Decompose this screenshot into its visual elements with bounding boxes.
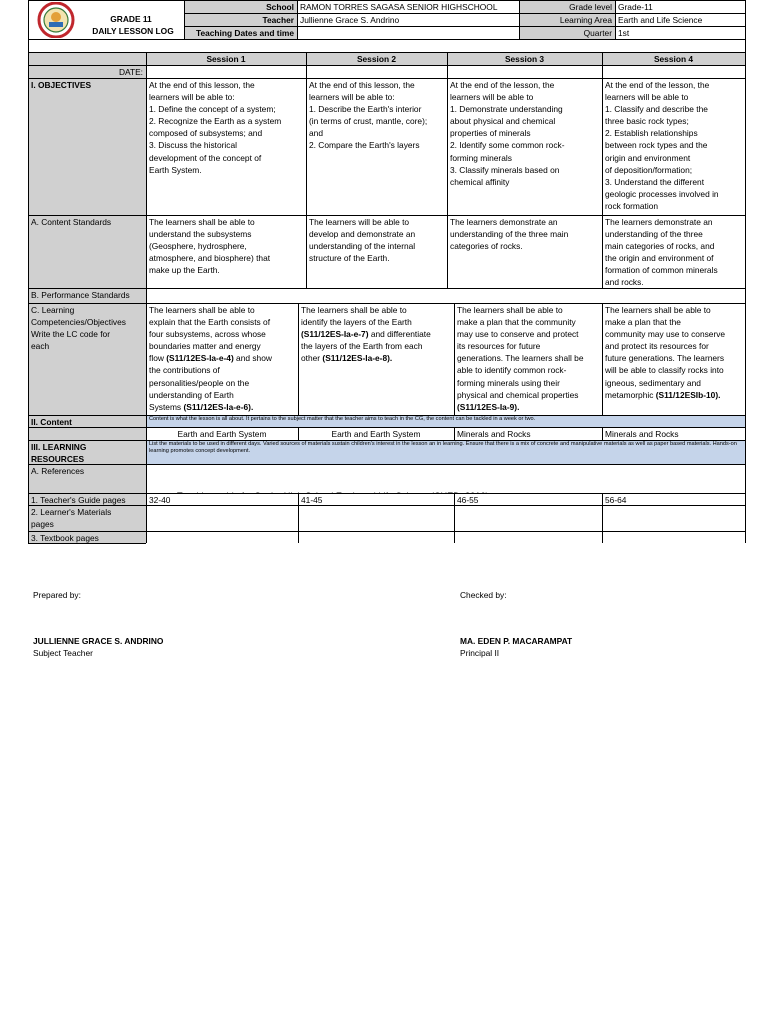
grid-line — [519, 0, 520, 39]
competencies-session-2: The learners shall be able to identify the layers of the Earth (S11/12ES-Ia-e-7) and differentiate the layers of the Earth from each other (S11/12ES-Ia-e-8). — [301, 305, 431, 364]
grid-line — [297, 0, 298, 39]
teacher-value: Jullienne Grace S. Andrino — [300, 15, 400, 25]
grid-line — [184, 26, 745, 27]
learners-materials-label: 2. Learner's Materials pages — [28, 505, 146, 531]
grid-line — [745, 0, 746, 52]
learning-resources-note: List the materials to be used in different days. Varied sources of materials sustain children's interest in the lesson an in learning. Ensure that there is a mix of concrete and manipulative materials as well as paper based materials. Hands-on learning promotes concept development. — [146, 440, 745, 464]
grid-line — [28, 493, 745, 494]
content-standards-session-3: The learners demonstrate an understanding of the three main categories of rocks. — [450, 217, 569, 252]
grid-line — [28, 288, 745, 289]
checker-title: Principal II — [460, 648, 500, 658]
grid-line — [298, 427, 299, 440]
session-1-header: Session 1 — [146, 52, 306, 65]
grid-line — [28, 427, 745, 428]
preparer-name: JULLIENNE GRACE S. ANDRINO — [33, 636, 164, 646]
content-session-2: Earth and Earth System — [331, 429, 421, 439]
grid-line — [298, 493, 299, 543]
references-list — [146, 464, 745, 493]
session-3-header: Session 3 — [447, 52, 602, 65]
objectives-session-2: At the end of this lesson, the learners will be able to: 1. Describe the Earth's interior (in terms of crust, mantle, core); and 2. Compare the Earth's layers — [309, 80, 428, 151]
grid-line — [184, 0, 185, 39]
content-session-3: Minerals and Rocks — [457, 429, 531, 439]
content-label: II. Content — [28, 415, 146, 440]
school-label: School — [184, 0, 297, 13]
grid-line — [28, 543, 146, 544]
learning-area-label: Learning Area — [519, 13, 615, 26]
checked-by-label: Checked by: — [460, 590, 507, 600]
grid-line — [146, 52, 147, 543]
objectives-session-1: At the end of this lesson, the learners will be able to: 1. Define the concept of a system; 2. Recognize the Earth as a system composed of subsystems; and 3. Discuss the historical development of the concept of Earth System. — [149, 80, 282, 175]
session-4-header: Session 4 — [602, 52, 745, 65]
content-session-4: Minerals and Rocks — [605, 429, 679, 439]
content-standards-session-1: The learners shall be able to understand the subsystems (Geosphere, hydrosphere, atmosphere, and biosphere) that make up the Earth. — [149, 217, 271, 276]
textbook-label: 3. Textbook pages — [28, 531, 146, 543]
quarter-value: 1st — [618, 28, 630, 38]
session-header-spacer — [28, 52, 146, 65]
competencies-label: C. Learning Competencies/Objectives Write the LC code for each — [28, 303, 146, 415]
objectives-label: I. OBJECTIVES — [28, 78, 146, 215]
content-standards-label: A. Content Standards — [28, 215, 146, 288]
teachers-guide-session-1: 32-40 — [149, 495, 171, 505]
quarter-label: Quarter — [519, 26, 615, 39]
grid-line — [602, 427, 603, 440]
performance-standards-label: B. Performance Standards — [28, 288, 146, 303]
teacher-label: Teacher — [184, 13, 297, 26]
grid-line — [28, 464, 745, 465]
content-standards-session-2: The learners will be able to develop and demonstrate an understanding of the internal structure of the Earth. — [309, 217, 416, 264]
teachers-guide-label: 1. Teacher's Guide pages — [28, 493, 146, 505]
preparer-title: Subject Teacher — [33, 648, 93, 658]
teachers-guide-session-4: 56-64 — [605, 495, 627, 505]
grid-line — [745, 52, 746, 543]
grid-line — [28, 303, 745, 304]
grid-line — [602, 52, 603, 288]
learning-area-value: Earth and Life Science — [618, 15, 703, 25]
objectives-session-4: At the end of the lesson, the learners will be able to 1. Classify and describe the three basic rock types; 2. Establish relationships between rock types and the origin and environment of deposition/formation; 3. Understand the different geologic processes involved in rock formation — [605, 80, 719, 211]
prepared-by-label: Prepared by: — [33, 590, 81, 600]
grid-line — [28, 78, 745, 79]
session-2-header: Session 2 — [306, 52, 447, 65]
grid-line — [602, 493, 603, 543]
grid-line — [28, 440, 745, 441]
dates-value — [297, 26, 519, 39]
grade-title: GRADE 11 — [110, 14, 152, 24]
grade-level-value: Grade-11 — [618, 2, 653, 12]
competencies-session-4: The learners shall be able to make a plan that the community may use to conserve and protect its resources for future generations. The learners will be able to classify rocks into igneous, sedimentary and metamorphic (S11/12ESIb-10). — [605, 305, 726, 400]
objectives-session-3: At the end of the lesson, the learners will be able to 1. Demonstrate understanding about physical and chemical properties of minerals 2. Identify some common rock- forming minerals 3. Classify minerals based on chemical affinity — [450, 80, 565, 187]
competencies-session-1: The learners shall be able to explain that the Earth consists of four subsystems, across whose boundaries matter and energy flow (S11/12ES-Ia-e-4) and show the contributions of personalities/people on the understanding of Earth Systems (S11/12ES-Ia-e-6). — [149, 305, 272, 412]
grid-line — [28, 52, 29, 543]
grid-line — [615, 0, 616, 39]
grid-line — [28, 531, 745, 532]
date-label: DATE: — [28, 65, 146, 78]
grid-line — [28, 39, 745, 40]
grid-line — [28, 215, 745, 216]
grid-line — [28, 52, 745, 53]
grade-level-label: Grade level — [519, 0, 615, 13]
dates-label: Teaching Dates and time — [184, 26, 297, 39]
school-value: RAMON TORRES SAGASA SENIOR HIGHSCHOOL — [300, 2, 498, 12]
grid-line — [306, 52, 307, 288]
content-session-1: Earth and Earth System — [177, 429, 267, 439]
grid-line — [454, 427, 455, 440]
grid-line — [28, 65, 745, 66]
grid-line — [298, 303, 299, 415]
references-label: A. References — [28, 464, 146, 493]
grid-line — [447, 52, 448, 288]
teachers-guide-session-3: 46-55 — [457, 495, 479, 505]
learning-resources-label: III. LEARNING RESOURCES — [28, 440, 146, 464]
grid-line — [602, 303, 603, 415]
grid-line — [28, 0, 745, 1]
content-note: Content is what the lesson is all about. It pertains to the subject matter that the teacher aims to teach in the CG, the content can be tackled in a week or two. — [146, 415, 745, 427]
grid-line — [454, 303, 455, 415]
checker-name: MA. EDEN P. MACARAMPAT — [460, 636, 573, 646]
competencies-session-3: The learners shall be able to make a plan that the community may use to conserve and protect its resources for future generations. The learners shall be able to identify common rock- forming minerals using their physical and chemical properties (S11/12ES-Ia-9). — [457, 305, 584, 412]
grid-line — [454, 493, 455, 543]
teachers-guide-session-2: 41-45 — [301, 495, 323, 505]
grid-line — [28, 415, 745, 416]
grid-line — [28, 505, 745, 506]
grid-line — [184, 13, 745, 14]
header-logo — [36, 2, 76, 38]
content-standards-session-4: The learners demonstrate an understanding of the three main categories of rocks, and the origin and environment of formation of common minerals and rocks. — [605, 217, 718, 288]
log-title: DAILY LESSON LOG — [92, 26, 174, 36]
grid-line — [28, 0, 29, 52]
